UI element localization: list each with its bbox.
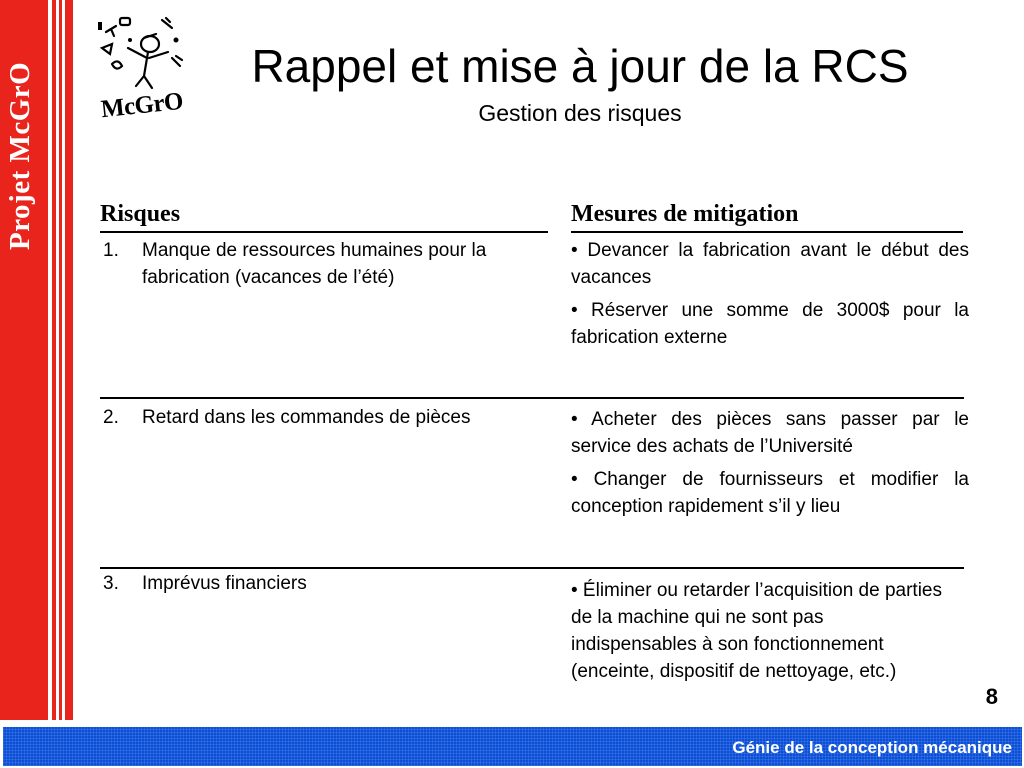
mitigation-item: • Éliminer ou retarder l’acquisition de parties de la machine qui ne sont pas indispensables à son fonctionnement (enceinte, dispositif de nettoyage, etc.) <box>571 580 942 682</box>
risk-item <box>103 570 543 597</box>
risk-text: Retard dans les commandes de pièces <box>142 407 471 428</box>
footer <box>0 722 1024 768</box>
column-header-risks: Risques <box>100 201 181 227</box>
risk-number: 2. <box>103 407 119 428</box>
sidebar-label: Projet McGrO <box>4 61 36 250</box>
risk-number: 3. <box>103 573 119 594</box>
mitigation-item: • Acheter des pièces sans passer par le service des achats de l’Université <box>571 409 969 457</box>
mitigation-item: • Changer de fournisseurs et modifier la conception rapidement s’il y lieu <box>571 469 969 517</box>
page-subtitle: Gestion des risques <box>478 100 682 126</box>
logo-text: McGrO <box>99 87 185 124</box>
sidebar-stripe <box>65 0 73 720</box>
page-number: 8 <box>985 684 998 709</box>
mitigation-item: • Devancer la fabrication avant le début des vacances <box>571 240 969 288</box>
mitigation-item: • Réserver une somme de 3000$ pour la fabrication externe <box>571 300 969 348</box>
risk-item <box>103 237 543 291</box>
row-divider <box>100 567 964 569</box>
footer-text: Génie de la conception mécanique <box>732 738 1012 757</box>
header-underline <box>571 231 963 233</box>
page-title: Rappel et mise à jour de la RCS <box>251 40 909 92</box>
sidebar-stripe <box>52 0 56 720</box>
mitigation-list <box>571 577 951 691</box>
mitigation-list <box>571 237 969 357</box>
mitigation-list <box>571 406 969 526</box>
header-underline <box>100 231 548 233</box>
risk-number: 1. <box>103 240 119 261</box>
risk-item <box>103 404 543 431</box>
column-header-mitigation: Mesures de mitigation <box>571 201 799 227</box>
risk-text: Manque de ressources humaines pour la fabrication (vacances de l’été) <box>142 240 487 288</box>
risk-text: Imprévus financiers <box>142 573 307 594</box>
row-divider <box>100 397 964 399</box>
footer-bar <box>3 727 1022 766</box>
sidebar-stripe <box>59 0 62 720</box>
